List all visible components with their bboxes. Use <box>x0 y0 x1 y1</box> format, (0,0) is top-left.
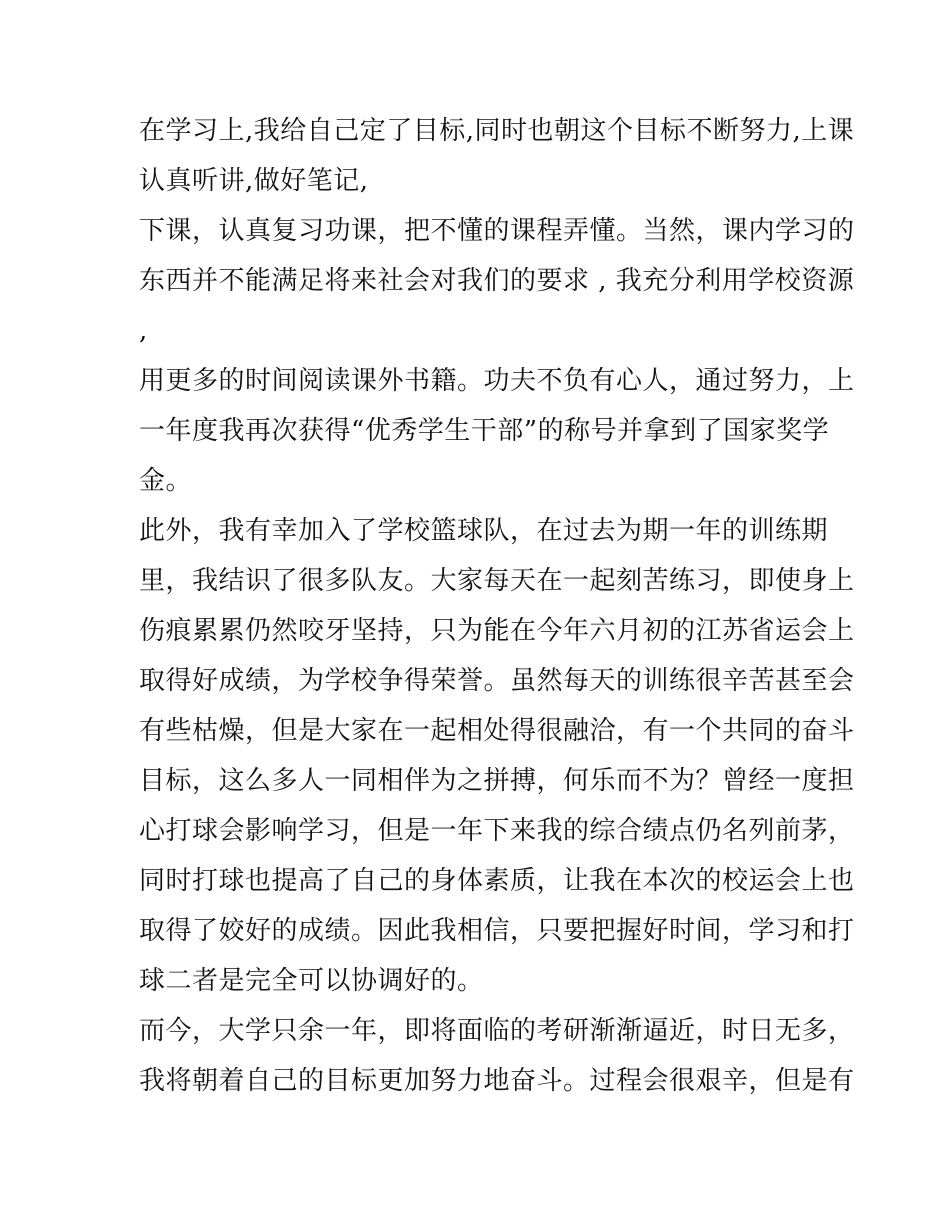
text-line: 用更多的时间阅读课外书籍。功夫不负有心人，通过努力，上 <box>139 366 855 396</box>
text-line: 我将朝着自己的目标更加努力地奋斗。过程会很艰辛，但是有 <box>139 1066 855 1096</box>
text-line: 同时打球也提高了自己的身体素质，让我在本次的校运会上也 <box>139 866 855 896</box>
text-line: 里，我结识了很多队友。大家每天在一起刻苦练习，即使身上 <box>139 566 855 596</box>
text-line: 有些枯燥，但是大家在一起相处得很融洽，有一个共同的奋斗 <box>139 716 855 746</box>
text-line: , <box>139 316 148 346</box>
document-body <box>139 106 855 1106</box>
text-line: 球二者是完全可以协调好的。 <box>139 966 484 996</box>
text-line: 金。 <box>139 466 193 496</box>
text-line: 认真听讲,做好笔记, <box>139 166 369 196</box>
text-line: 取得好成绩，为学校争得荣誉。虽然每天的训练很辛苦甚至会 <box>139 666 855 696</box>
text-line: 一年度我再次获得“优秀学生干部”的称号并拿到了国家奖学 <box>139 416 830 446</box>
text-line: 伤痕累累仍然咬牙坚持，只为能在今年六月初的江苏省运会上 <box>139 616 855 646</box>
text-line: 取得了姣好的成绩。因此我相信，只要把握好时间，学习和打 <box>139 916 855 946</box>
text-line: 而今，大学只余一年，即将面临的考研渐渐逼近，时日无多， <box>139 1016 855 1046</box>
text-line: 目标，这么多人一同相伴为之拼搏，何乐而不为？曾经一度担 <box>139 766 855 796</box>
text-line: 此外，我有幸加入了学校篮球队，在过去为期一年的训练期 <box>139 516 829 546</box>
text-line: 东西并不能满足将来社会对我们的要求 , 我充分利用学校资源 <box>139 266 855 296</box>
text-line: 心打球会影响学习，但是一年下来我的综合绩点仍名列前茅， <box>139 816 855 846</box>
text-line: 下课，认真复习功课，把不懂的课程弄懂。当然，课内学习的 <box>139 216 855 246</box>
text-line: 在学习上,我给自己定了目标,同时也朝这个目标不断努力,上课 <box>139 116 855 146</box>
